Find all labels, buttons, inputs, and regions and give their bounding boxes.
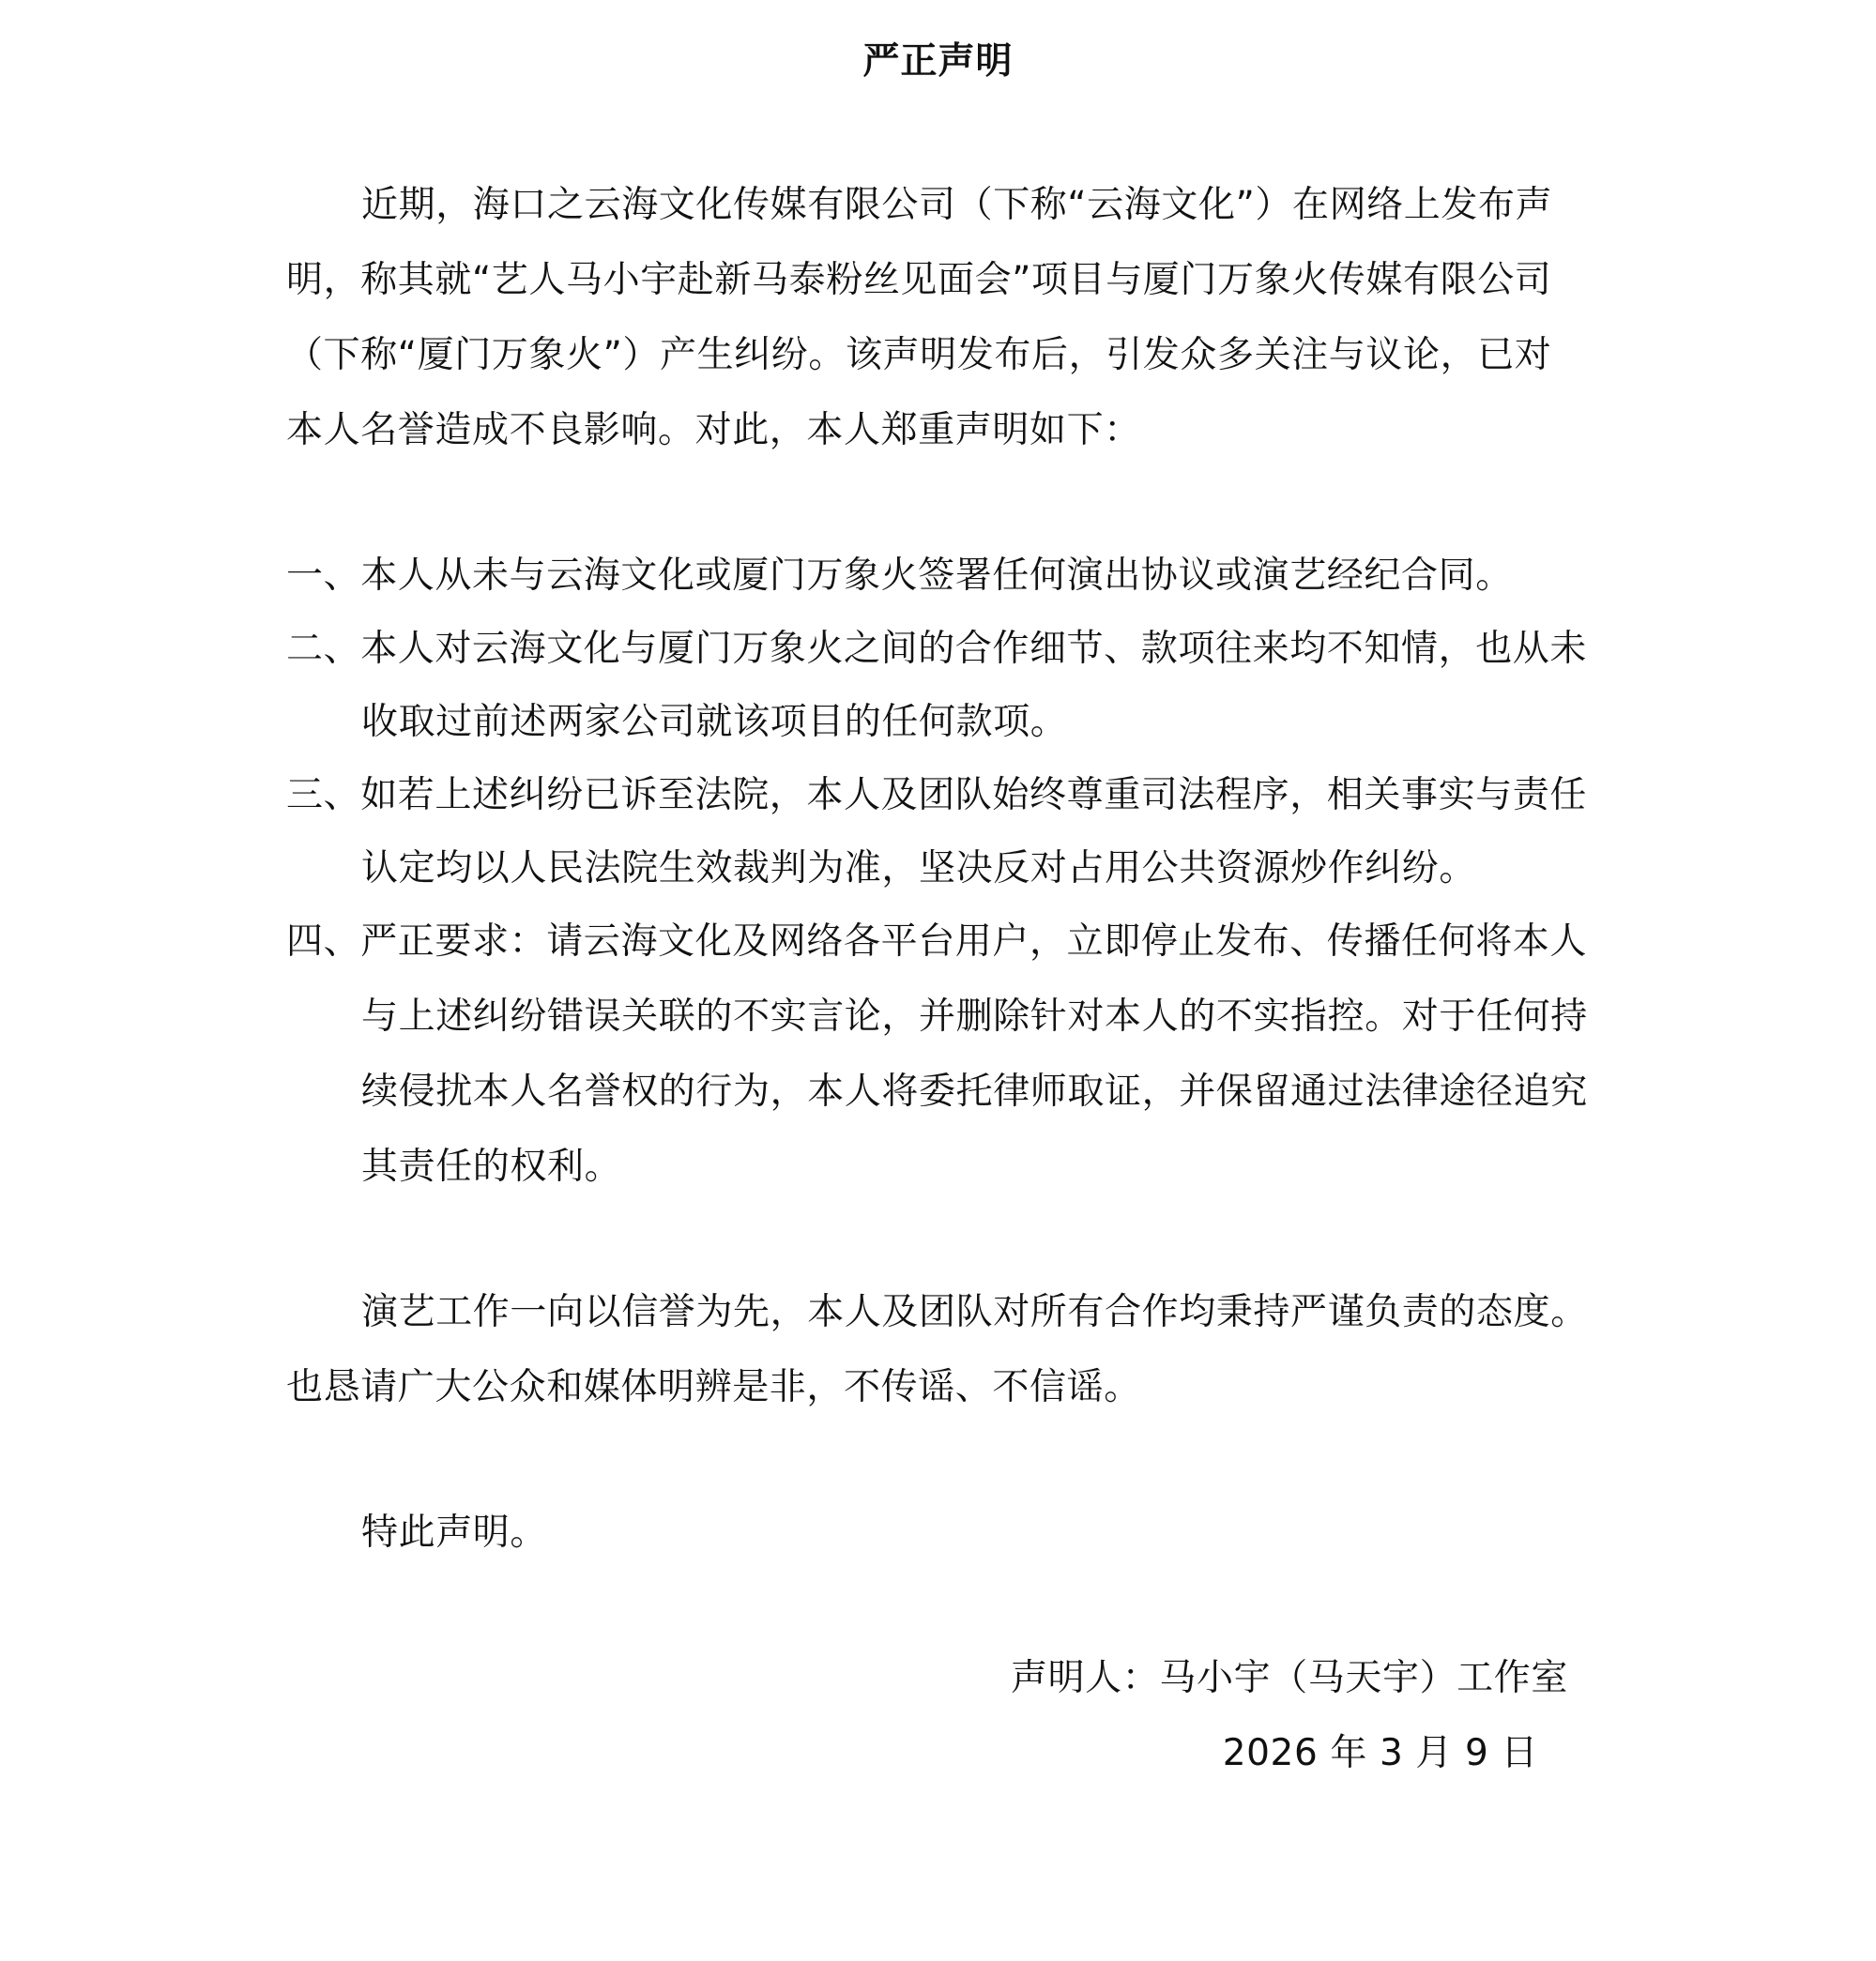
- declaration-text: 特此声明。: [361, 1512, 548, 1554]
- item-line: 收取过前述两家公司就该项目的任何款项。: [361, 701, 1068, 743]
- item-line: 与上述纠纷错误关联的不实言论，并删除针对本人的不实指控。对于任何持: [361, 996, 1588, 1038]
- closing-line: 演艺工作一向以信誉为先，本人及团队对所有合作均秉持严谨负责的态度。: [361, 1291, 1588, 1333]
- item-line: 续侵扰本人名誉权的行为，本人将委托律师取证，并保留通过法律途径追究: [361, 1071, 1588, 1113]
- statement-date: 2026 年 3 月 9 日: [1222, 1732, 1538, 1774]
- intro-line: （下称“厦门万象火”）产生纠纷。该声明发布后，引发众多关注与议论，已对: [286, 334, 1552, 376]
- intro-line: 明，称其就“艺人马小宇赴新马泰粉丝见面会”项目与厦门万象火传媒有限公司: [286, 259, 1552, 301]
- closing-line: 也恳请广大公众和媒体明辨是非，不传谣、不信谣。: [286, 1366, 1141, 1408]
- item-line: 三、如若上述纠纷已诉至法院，本人及团队始终尊重司法程序，相关事实与责任: [286, 774, 1588, 816]
- intro-line: 近期，海口之云海文化传媒有限公司（下称“云海文化”）在网络上发布声: [361, 184, 1553, 226]
- item-line: 一、本人从未与云海文化或厦门万象火签署任何演出协议或演艺经纪合同。: [286, 555, 1513, 597]
- item-line: 二、本人对云海文化与厦门万象火之间的合作细节、款项往来均不知情，也从未: [286, 628, 1588, 670]
- signature: 声明人：马小宇（马天宇）工作室: [1010, 1657, 1568, 1699]
- intro-line: 本人名誉造成不良影响。对此，本人郑重声明如下：: [286, 409, 1141, 451]
- item-line: 认定均以人民法院生效裁判为准，坚决反对占用公共资源炒作纠纷。: [361, 847, 1477, 889]
- document-title: 严正声明: [862, 40, 1014, 83]
- item-line: 四、严正要求：请云海文化及网络各平台用户，立即停止发布、传播任何将本人: [286, 920, 1588, 963]
- item-line: 其责任的权利。: [361, 1146, 622, 1188]
